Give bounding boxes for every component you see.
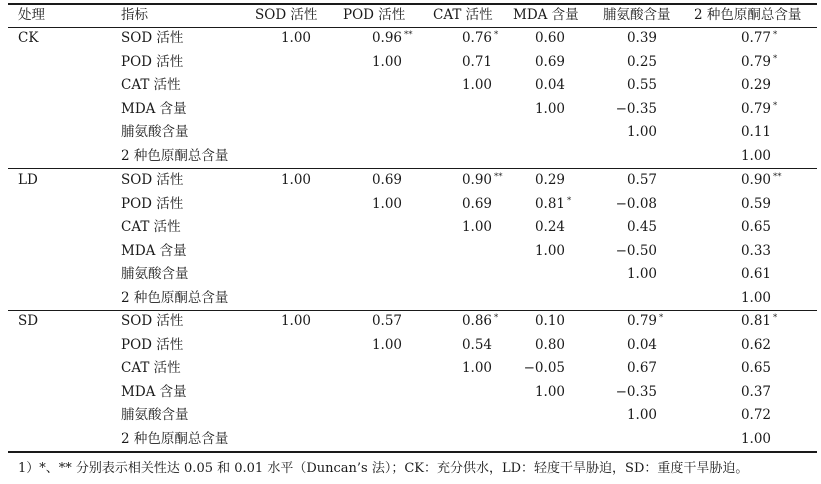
cell-sod: [246, 29, 311, 47]
correlation-value: 1.00: [626, 407, 657, 423]
cell-proline: [590, 265, 657, 283]
cell-proline: [590, 195, 657, 213]
header-group: 处理: [18, 7, 45, 23]
cell-value: [535, 29, 565, 47]
significance-mark: **: [494, 172, 503, 182]
row-label: MDA 含量: [121, 243, 187, 259]
cell-value: [740, 312, 778, 330]
header-cat: CAT 活性: [433, 7, 493, 23]
correlation-value: 0.11: [740, 124, 771, 140]
correlation-value: 0.29: [740, 77, 771, 93]
correlation-value: 1.00: [280, 172, 311, 188]
cell-value: [741, 123, 771, 141]
correlation-value: 1.00: [371, 196, 402, 212]
cell-proline: [590, 383, 657, 401]
cell-proline: [590, 76, 657, 94]
cell-pod: [330, 195, 402, 213]
footnote: 1）*、** 分别表示相关性达 0.05 和 0.01 水平（Duncan’s 法）；CK：充分供水，LD：轻度干旱胁迫，SD：重度干旱胁迫。: [18, 461, 749, 476]
cell-value: [535, 312, 565, 330]
cell-value: [627, 218, 657, 236]
correlation-value: 0.81: [534, 196, 565, 212]
row-label: SOD 活性: [121, 172, 184, 188]
correlation-value: 1.00: [740, 148, 771, 164]
correlation-value: 0.81: [740, 313, 771, 329]
cell-chromone: [696, 336, 771, 354]
cell-mda: [510, 383, 565, 401]
correlation-value: 0.45: [626, 219, 657, 235]
cell-pod: [330, 29, 413, 47]
correlation-value: 0.62: [740, 337, 771, 353]
row-label: 2 种色原酮总含量: [121, 431, 229, 447]
cell-value: [741, 147, 771, 165]
correlation-value: 0.69: [371, 172, 402, 188]
cell-mda: [510, 312, 565, 330]
cell-proline: [590, 100, 657, 118]
cell-proline: [590, 171, 657, 189]
correlation-value: −0.35: [615, 101, 657, 117]
row-label: SOD 活性: [121, 313, 184, 329]
cell-pod: [330, 171, 402, 189]
cell-proline: [590, 336, 657, 354]
cell-value: [462, 195, 492, 213]
cell-proline: [590, 242, 657, 260]
cell-sod: [246, 312, 311, 330]
significance-mark: *: [659, 313, 664, 323]
cell-sod: [246, 171, 311, 189]
correlation-value: 0.55: [626, 77, 657, 93]
group-label-sd: SD: [18, 313, 39, 329]
correlation-value: 0.79: [626, 313, 657, 329]
correlation-value: 0.90: [740, 172, 771, 188]
cell-mda: [510, 100, 565, 118]
cell-chromone: [696, 312, 778, 330]
cell-chromone: [696, 147, 771, 165]
cell-chromone: [696, 289, 771, 307]
cell-value: [535, 171, 565, 189]
correlation-value: 0.24: [534, 219, 565, 235]
correlation-value: 0.86: [461, 313, 492, 329]
cell-mda: [510, 242, 565, 260]
correlation-value: 0.39: [626, 30, 657, 46]
cell-value: [616, 195, 657, 213]
correlation-value: 0.69: [534, 54, 565, 70]
row-label: 2 种色原酮总含量: [121, 290, 229, 306]
correlation-value: 1.00: [280, 313, 311, 329]
cell-value: [372, 171, 402, 189]
cell-proline: [590, 406, 657, 424]
cell-value: [740, 171, 782, 189]
cell-value: [461, 312, 499, 330]
cell-chromone: [696, 406, 771, 424]
cell-proline: [590, 123, 657, 141]
table-top-rule: [8, 3, 817, 5]
cell-value: [281, 29, 311, 47]
cell-value: [535, 76, 565, 94]
header-pod: POD 活性: [343, 7, 406, 23]
cell-value: [616, 242, 657, 260]
cell-chromone: [696, 218, 771, 236]
group-label-ck: CK: [18, 30, 39, 46]
row-label: CAT 活性: [121, 360, 181, 376]
correlation-value: 0.57: [371, 313, 402, 329]
correlation-value: 1.00: [534, 384, 565, 400]
cell-value: [462, 53, 492, 71]
correlation-value: 0.29: [534, 172, 565, 188]
cell-value: [741, 265, 771, 283]
correlation-value: 0.96: [371, 30, 402, 46]
correlation-value: 0.37: [740, 384, 771, 400]
cell-value: [741, 289, 771, 307]
cell-value: [534, 195, 572, 213]
row-label: 脯氨酸含量: [121, 407, 189, 423]
cell-proline: [590, 218, 657, 236]
cell-value: [627, 359, 657, 377]
significance-mark: *: [773, 313, 778, 323]
cell-pod: [330, 312, 402, 330]
cell-value: [740, 100, 778, 118]
correlation-value: 1.00: [280, 30, 311, 46]
table-bottom-rule: [8, 451, 817, 453]
cell-chromone: [696, 100, 778, 118]
cell-value: [371, 29, 413, 47]
cell-value: [741, 76, 771, 94]
cell-chromone: [696, 53, 778, 71]
cell-value: [741, 195, 771, 213]
cell-value: [741, 383, 771, 401]
cell-value: [535, 242, 565, 260]
cell-mda: [510, 29, 565, 47]
header-rule: [8, 27, 817, 28]
cell-value: [281, 312, 311, 330]
significance-mark: *: [773, 54, 778, 64]
cell-cat: [420, 336, 492, 354]
cell-chromone: [696, 171, 782, 189]
cell-value: [626, 312, 664, 330]
correlation-value: 0.54: [461, 337, 492, 353]
cell-value: [616, 100, 657, 118]
cell-value: [535, 336, 565, 354]
cell-value: [627, 336, 657, 354]
cell-value: [627, 406, 657, 424]
cell-value: [461, 29, 499, 47]
cell-proline: [590, 53, 657, 71]
cell-cat: [420, 195, 492, 213]
cell-value: [740, 53, 778, 71]
correlation-value: 0.77: [740, 30, 771, 46]
cell-mda: [510, 53, 565, 71]
cell-value: [372, 312, 402, 330]
cell-value: [627, 53, 657, 71]
header-mda: MDA 含量: [513, 7, 579, 23]
row-label: POD 活性: [121, 337, 184, 353]
correlation-value: 0.57: [626, 172, 657, 188]
row-label: POD 活性: [121, 196, 184, 212]
cell-value: [461, 171, 503, 189]
cell-cat: [420, 53, 492, 71]
cell-mda: [510, 171, 565, 189]
cell-chromone: [696, 76, 771, 94]
cell-value: [281, 171, 311, 189]
cell-value: [627, 171, 657, 189]
cell-cat: [420, 218, 492, 236]
correlation-value: 0.60: [534, 30, 565, 46]
correlation-value: 1.00: [461, 219, 492, 235]
cell-chromone: [696, 430, 771, 448]
row-label: 脯氨酸含量: [121, 124, 189, 140]
correlation-value: −0.08: [615, 196, 657, 212]
cell-cat: [420, 359, 492, 377]
correlation-value: −0.05: [523, 360, 565, 376]
significance-mark: *: [773, 101, 778, 111]
correlation-value: 1.00: [461, 77, 492, 93]
cell-value: [462, 336, 492, 354]
correlation-value: 0.90: [461, 172, 492, 188]
cell-value: [627, 29, 657, 47]
cell-value: [741, 218, 771, 236]
correlation-value: 1.00: [371, 337, 402, 353]
cell-mda: [510, 195, 572, 213]
cell-value: [741, 359, 771, 377]
cell-value: [372, 336, 402, 354]
significance-mark: *: [494, 313, 499, 323]
cell-chromone: [696, 359, 771, 377]
cell-value: [616, 383, 657, 401]
significance-mark: *: [773, 30, 778, 40]
row-label: 脯氨酸含量: [121, 266, 189, 282]
cell-proline: [590, 29, 657, 47]
correlation-value: 0.33: [740, 243, 771, 259]
cell-mda: [510, 76, 565, 94]
correlation-value: 0.79: [740, 54, 771, 70]
cell-value: [372, 195, 402, 213]
cell-proline: [590, 359, 657, 377]
group-divider-1: [8, 168, 817, 169]
row-label: CAT 活性: [121, 219, 181, 235]
cell-cat: [420, 76, 492, 94]
header-indicator: 指标: [121, 7, 148, 23]
correlation-value: 0.59: [740, 196, 771, 212]
header-sod: SOD 活性: [255, 7, 318, 23]
correlation-value: 0.72: [740, 407, 771, 423]
cell-pod: [330, 53, 402, 71]
correlation-value: 0.80: [534, 337, 565, 353]
header-chromone: 2 种色原酮总含量: [694, 7, 802, 23]
cell-value: [462, 359, 492, 377]
cell-value: [741, 406, 771, 424]
row-label: POD 活性: [121, 54, 184, 70]
correlation-value: 1.00: [534, 243, 565, 259]
cell-value: [741, 242, 771, 260]
cell-value: [627, 123, 657, 141]
cell-chromone: [696, 195, 771, 213]
cell-chromone: [696, 265, 771, 283]
significance-mark: *: [567, 196, 572, 206]
correlation-value: 1.00: [740, 290, 771, 306]
cell-pod: [330, 336, 402, 354]
cell-value: [462, 76, 492, 94]
cell-chromone: [696, 383, 771, 401]
cell-mda: [510, 336, 565, 354]
cell-value: [741, 336, 771, 354]
group-label-ld: LD: [18, 172, 38, 188]
cell-value: [372, 53, 402, 71]
correlation-value: 0.04: [626, 337, 657, 353]
cell-value: [627, 265, 657, 283]
group-divider-2: [8, 310, 817, 311]
cell-chromone: [696, 29, 778, 47]
row-label: CAT 活性: [121, 77, 181, 93]
significance-mark: **: [404, 30, 413, 40]
cell-value: [535, 218, 565, 236]
correlation-value: 1.00: [626, 124, 657, 140]
correlation-value: 0.04: [534, 77, 565, 93]
cell-mda: [510, 218, 565, 236]
cell-value: [535, 383, 565, 401]
correlation-value: 0.79: [740, 101, 771, 117]
correlation-value: 0.71: [461, 54, 492, 70]
correlation-value: 0.61: [740, 266, 771, 282]
cell-chromone: [696, 123, 771, 141]
correlation-value: 1.00: [626, 266, 657, 282]
cell-value: [740, 29, 778, 47]
cell-cat: [420, 312, 499, 330]
cell-cat: [420, 171, 503, 189]
correlation-value: 0.76: [461, 30, 492, 46]
correlation-value: 0.25: [626, 54, 657, 70]
correlation-value: 0.67: [626, 360, 657, 376]
row-label: MDA 含量: [121, 384, 187, 400]
cell-value: [627, 76, 657, 94]
cell-value: [535, 53, 565, 71]
cell-cat: [420, 29, 499, 47]
cell-chromone: [696, 242, 771, 260]
correlation-value: 0.69: [461, 196, 492, 212]
row-label: MDA 含量: [121, 101, 187, 117]
correlation-value: 1.00: [534, 101, 565, 117]
correlation-value: 1.00: [740, 431, 771, 447]
correlation-value: 1.00: [371, 54, 402, 70]
significance-mark: *: [494, 30, 499, 40]
correlation-value: −0.50: [615, 243, 657, 259]
cell-value: [741, 430, 771, 448]
correlation-value: 1.00: [461, 360, 492, 376]
significance-mark: **: [773, 172, 782, 182]
row-label: SOD 活性: [121, 30, 184, 46]
correlation-value: 0.65: [740, 219, 771, 235]
cell-proline: [590, 312, 664, 330]
cell-value: [462, 218, 492, 236]
row-label: 2 种色原酮总含量: [121, 148, 229, 164]
correlation-value: −0.35: [615, 384, 657, 400]
header-proline: 脯氨酸含量: [603, 7, 671, 23]
cell-value: [535, 100, 565, 118]
correlation-value: 0.65: [740, 360, 771, 376]
correlation-value: 0.10: [534, 313, 565, 329]
cell-mda: [510, 359, 565, 377]
cell-value: [524, 359, 565, 377]
